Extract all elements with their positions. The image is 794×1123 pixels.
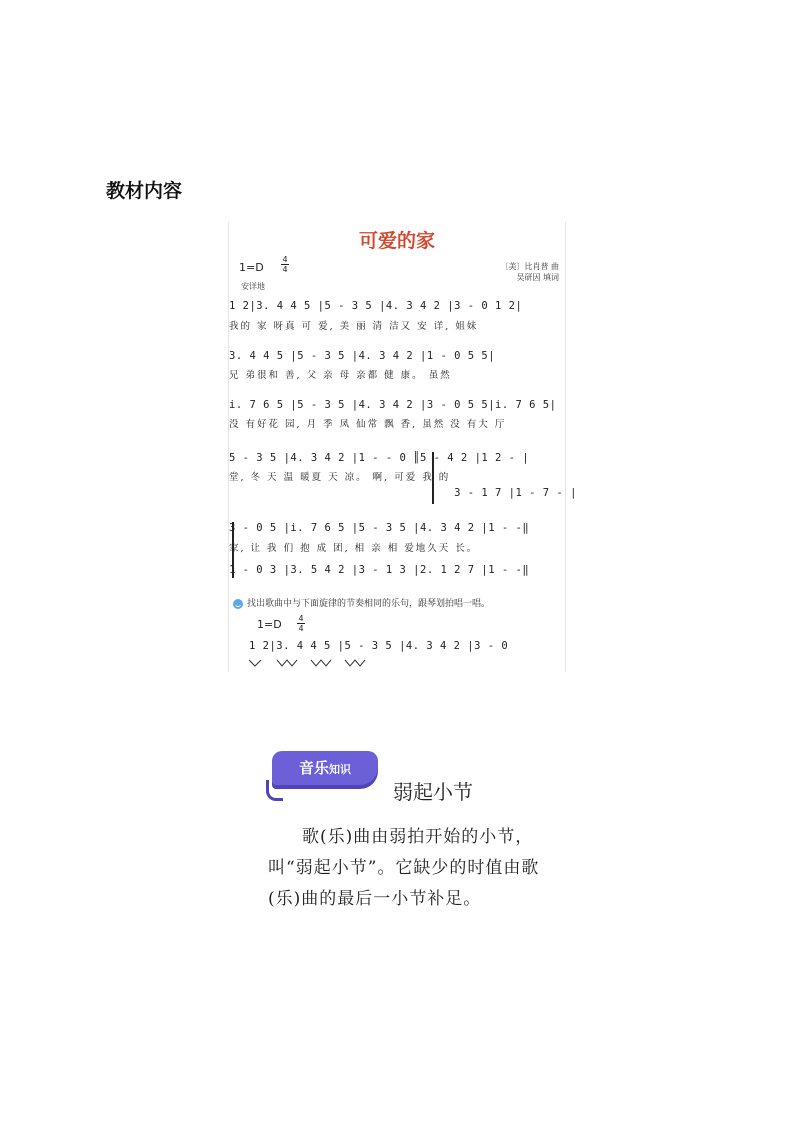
notation-row-harmony: 1 - 0 3 |3. 5 4 2 |3 - 1 3 |2. 1 2 7 |1 - -‖ (229, 564, 530, 576)
notation-row-harmony: 3 - 1 7 |1 - 7 - | (229, 487, 577, 499)
lyrics-row: 我的 家 呀真 可 爱, 美 丽 清 洁又 安 详, 姐妹 (229, 321, 479, 332)
notation-row: 3 - 0 5 |i. 7 6 5 |5 - 3 5 |4. 3 4 2 |1 - -‖ (229, 522, 530, 534)
tempo-marking: 安详地 (241, 282, 265, 291)
lyrics-row: 兄 弟很和 善, 父 亲 母 亲都 健 康。 虽然 (229, 370, 452, 381)
time-signature-bottom: 4 (282, 265, 288, 274)
smiley-icon (233, 599, 243, 609)
system-brace (432, 452, 434, 504)
key-signature: 1=D (239, 261, 264, 274)
example-time-signature: 4 4 (298, 614, 304, 633)
lyricist-credit: 吴研因 填词 (516, 273, 559, 282)
example-key-signature: 1=D (257, 618, 282, 631)
conducting-marks-icon (249, 658, 379, 668)
badge-small-text: 知识 (329, 763, 351, 776)
task-text: 找出歌曲中与下面旋律的节奏相同的乐句，跟琴划拍唱一唱。 (247, 599, 491, 609)
lyrics-row: 堂, 冬 天 温 暖夏 天 凉。 啊, 可爱 我 的 (229, 472, 451, 483)
page-heading: 教材内容 (106, 180, 183, 202)
badge-main-text: 音乐 (298, 759, 329, 777)
sheet-music-image (228, 222, 577, 672)
lyrics-row: 家, 让 我 们 抱 成 团, 相 亲 相 爱地久天 长。 (229, 543, 479, 554)
notation-row: i. 7 6 5 |5 - 3 5 |4. 3 4 2 |3 - 0 5 5|i. 7 6 5| (229, 399, 557, 411)
example-notation: 1 2|3. 4 4 5 |5 - 3 5 |4. 3 4 2 |3 - 0 (249, 640, 509, 652)
time-signature (281, 255, 289, 274)
system-brace (232, 522, 234, 578)
notation-row: 5 - 3 5 |4. 3 4 2 |1 - - 0 ║5 - 4 2 |1 2 - | (229, 452, 530, 464)
knowledge-body: 歌(乐)曲由弱拍开始的小节，叫“弱起小节”。它缺少的时值由歌(乐)曲的最后一小节补足。 (268, 827, 540, 909)
notation-row: 3. 4 4 5 |5 - 3 5 |4. 3 4 2 |1 - 0 5 5| (229, 350, 496, 362)
knowledge-title: 弱起小节 (393, 780, 473, 804)
lyrics-row: 没 有好花 园, 月 季 凤 仙常 飘 香, 虽然 没 有大 厅 (229, 419, 507, 430)
time-signature-top: 4 (282, 255, 288, 264)
music-knowledge-badge (272, 751, 378, 785)
task-instruction (233, 596, 563, 609)
notation-row: 1 2|3. 4 4 5 |5 - 3 5 |4. 3 4 2 |3 - 0 1 2| (229, 300, 523, 312)
composer-credit: 〔美〕比肖普 曲 (500, 262, 559, 271)
song-title: 可爱的家 (358, 230, 435, 252)
